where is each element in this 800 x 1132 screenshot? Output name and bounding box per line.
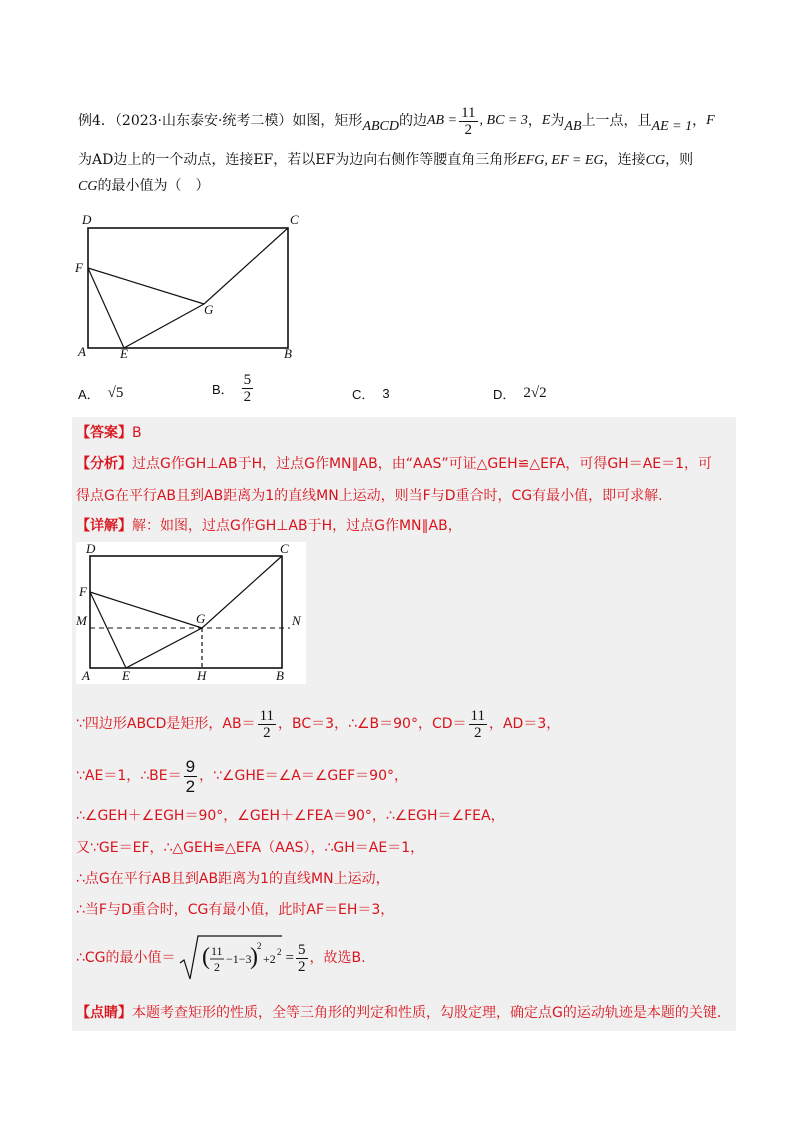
- analysis-line-2: [76, 486, 663, 506]
- comma: ，: [527, 113, 542, 129]
- label-f: F: [75, 260, 83, 275]
- segment-fg: [88, 268, 204, 304]
- rectangle-abcd-2: [90, 556, 282, 668]
- svg-text:2: 2: [276, 947, 282, 957]
- option-b-fraction: $\frac{5}{2}$: [243, 372, 252, 405]
- svg-text:2: 2: [256, 941, 262, 951]
- label-c-2: C: [280, 542, 289, 556]
- label-f-2: F: [79, 584, 87, 599]
- question-line2-text: 为AD边上的一个动点，连接EF，若以EF为边向右侧作等腰直角三角形: [78, 152, 518, 168]
- step-5: [76, 869, 390, 889]
- label-d: D: [82, 212, 92, 227]
- segment-gc-2: [202, 556, 282, 628]
- option-c-value: 3: [382, 386, 390, 401]
- analysis-text-2: 得点G在平行AB且到AB距离为1的直线MN上运动，则当F与D重合时，CG有最小值，即可求解.: [76, 488, 663, 504]
- option-a-value: √5: [107, 385, 124, 401]
- label-b-2: B: [276, 668, 284, 683]
- step7-text-b: ，故选B.: [309, 950, 366, 966]
- cg-text: CG: [645, 153, 666, 168]
- option-b[interactable]: [212, 372, 255, 405]
- step-3: [76, 806, 505, 826]
- segment-eg: [124, 304, 204, 348]
- label-a: A: [78, 344, 86, 359]
- answer-line: [76, 423, 142, 443]
- option-d[interactable]: [493, 384, 547, 403]
- figure-1: [72, 210, 312, 360]
- label-a-2: A: [82, 668, 90, 683]
- step2-text-b: ，∵∠GHE＝∠A＝∠GEF＝90°，: [199, 768, 408, 784]
- point-e: E: [541, 113, 551, 128]
- step-6: [76, 900, 394, 920]
- point-f: F: [706, 113, 715, 128]
- answer-value: B: [132, 425, 142, 441]
- question-line2c: ，则: [665, 152, 694, 168]
- step4-text: 又∵GE＝EF，∴△GEH≌△EFA（AAS），∴GH＝AE＝1，: [76, 840, 425, 856]
- comma: ，: [692, 113, 707, 129]
- efg-text: EFG, EF = EG: [517, 153, 604, 168]
- step7-frac: $\frac{5}{2}$: [298, 941, 306, 975]
- label-g-2: G: [196, 611, 206, 626]
- svg-text:−1−3: −1−3: [225, 952, 252, 966]
- step-4: [76, 838, 424, 858]
- step5-text: ∴点G在平行AB且到AB距离为1的直线MN上运动，: [76, 871, 390, 887]
- step1-frac-2: $\frac{11}{2}$: [470, 707, 485, 741]
- segment-fg-2: [90, 592, 202, 628]
- rectangle-abcd: [88, 228, 288, 348]
- question-prefix: 例4．（2023·山东泰安·统考二模）如图，矩形: [78, 113, 363, 129]
- question-line-3: [78, 176, 209, 197]
- question-line3-text: 的最小值为（ ）: [97, 178, 210, 194]
- rect-name: ABCD: [362, 119, 399, 134]
- label-d-2: D: [86, 542, 96, 556]
- option-a-letter: A．: [78, 387, 100, 402]
- option-b-letter: B．: [212, 382, 234, 397]
- svg-text:2: 2: [213, 960, 220, 974]
- step6-text: ∴当F与D重合时，CG有最小值，此时AF＝EH＝3，: [76, 902, 395, 918]
- option-d-letter: D．: [493, 387, 516, 402]
- note-line: [76, 1003, 721, 1023]
- svg-text:): ): [249, 944, 258, 970]
- step3-text: ∴∠GEH＋∠EGH＝90°，∠GEH＋∠FEA＝90°，∴∠EGH＝∠FEA，: [76, 808, 505, 824]
- question-line-1: [78, 104, 758, 138]
- step7-text-a: ∴CG的最小值＝: [76, 950, 176, 966]
- figure-2: [76, 542, 306, 684]
- analysis-line-1: [76, 454, 712, 474]
- step-7: [76, 932, 366, 984]
- step2-text-a: ∵AE＝1，∴BE＝: [76, 768, 182, 784]
- question-line-2: [78, 150, 693, 171]
- note-tag: 【点睛】: [76, 1005, 132, 1021]
- question-line2b: ，连接: [603, 152, 646, 168]
- equals-sign: =: [285, 950, 294, 966]
- label-e-2: E: [122, 668, 130, 683]
- step2-frac: $\frac{9}{2}$: [185, 756, 196, 796]
- step1-frac-1: $\frac{11}{2}$: [259, 707, 275, 741]
- label-h-2: H: [197, 668, 207, 683]
- radical-expression: [178, 933, 284, 983]
- svg-text:+2: +2: [262, 952, 276, 966]
- answer-tag: 【答案】: [76, 425, 132, 441]
- label-m-2: M: [76, 613, 87, 628]
- label-c: C: [290, 212, 299, 227]
- segment-eg-2: [126, 628, 202, 668]
- detail-text-1: 解：如图，过点G作GH⊥AB于H，过点G作MN∥AB，: [132, 518, 462, 534]
- svg-text:(: (: [201, 944, 210, 970]
- ab-eq: AB =: [427, 113, 458, 128]
- svg-text:11: 11: [210, 944, 223, 958]
- option-a[interactable]: [78, 384, 123, 403]
- step-1: [76, 704, 560, 744]
- step1-text-a: ∵四边形ABCD是矩形，AB＝: [76, 716, 256, 732]
- segment-fe: [88, 268, 124, 348]
- bc-eq: , BC = 3: [479, 113, 528, 128]
- step1-text-b: ，BC＝3，∴∠B＝90°，CD＝: [278, 716, 467, 732]
- option-c-letter: C．: [352, 387, 375, 402]
- label-g: G: [204, 302, 214, 317]
- note-text: 本题考查矩形的性质，全等三角形的判定和性质，勾股定理，确定点G的运动轨迹是本题的关键.: [132, 1005, 722, 1021]
- segment-ab: AB: [564, 119, 582, 134]
- segment-gc: [204, 228, 288, 304]
- ab-fraction: $\frac{11}{2}$: [461, 104, 476, 138]
- analysis-tag: 【分析】: [76, 456, 132, 472]
- label-n-2: N: [292, 613, 301, 628]
- label-b: B: [284, 346, 292, 360]
- option-d-value: 2√2: [523, 385, 547, 401]
- segment-fe-2: [90, 592, 126, 668]
- text-on-point: 上一点，且: [581, 113, 652, 129]
- label-e: E: [120, 346, 128, 360]
- cg-text: CG: [78, 179, 98, 194]
- ae-eq: AE = 1: [651, 119, 693, 134]
- step1-text-c: ，AD＝3，: [488, 716, 561, 732]
- detail-tag: 【详解】: [76, 518, 132, 534]
- option-c[interactable]: [352, 384, 390, 403]
- detail-line-1: [76, 516, 462, 536]
- step-2: [76, 754, 408, 798]
- analysis-text-1: 过点G作GH⊥AB于H，过点G作MN∥AB，由“AAS”可证△GEH≌△EFA，可得GH＝AE＝1，可: [132, 456, 713, 472]
- question-mid1: 的边: [399, 113, 427, 129]
- text-wei: 为: [550, 113, 565, 129]
